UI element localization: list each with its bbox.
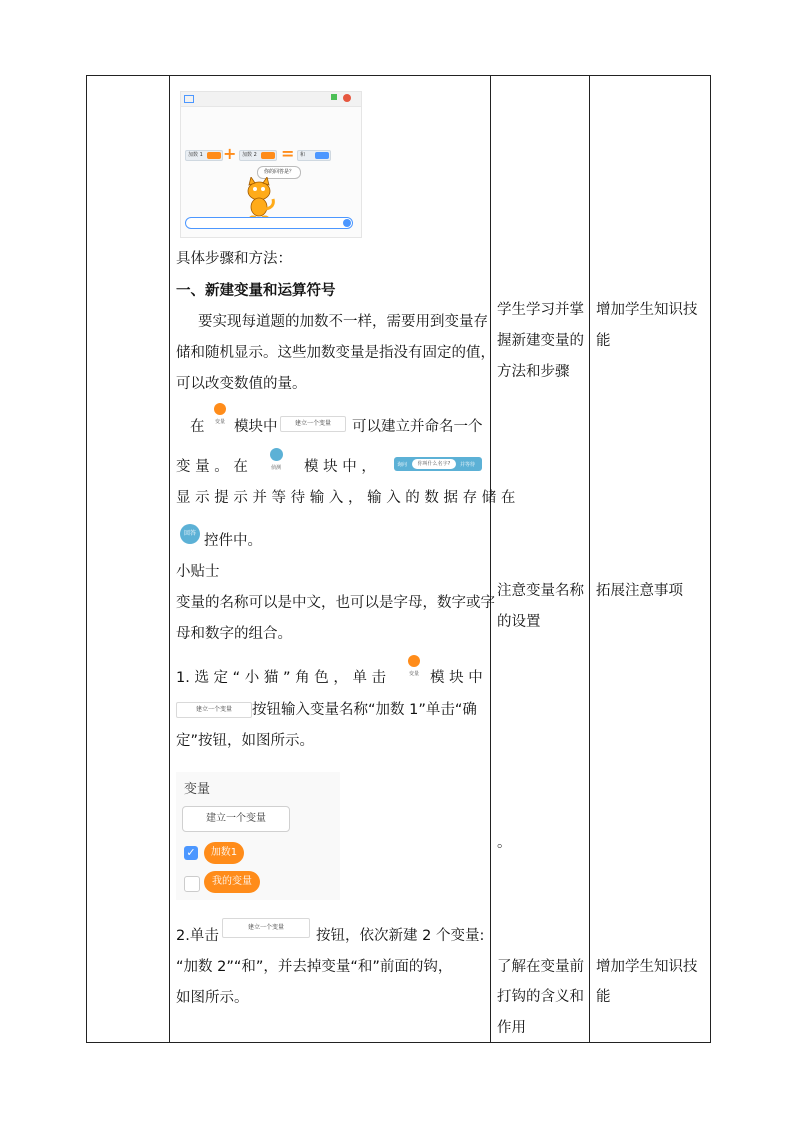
palette-make-variable-button[interactable]: 建立一个变量 (182, 806, 290, 832)
section1-title: 一、新建变量和运算符号 (176, 283, 336, 299)
para2-variable-in: 变 量 。 在 (176, 459, 248, 475)
student-activity-column (491, 76, 590, 1043)
stage-toolbar (181, 92, 361, 107)
var2-checkbox[interactable] (184, 876, 200, 892)
stop-icon (343, 94, 351, 102)
student-row3: 。 (497, 835, 512, 851)
para2-module: 模块中 (234, 419, 278, 435)
variables-category-icon (214, 403, 226, 415)
para2-module2: 模 块 中 ， (304, 459, 376, 475)
make-variable-button-inline-3[interactable]: 建立一个变量 (222, 918, 310, 938)
ask-and-wait-block[interactable] (394, 457, 482, 471)
ask-suffix: 并等待 (460, 462, 476, 468)
var2-pill[interactable]: 我的变量 (204, 871, 260, 893)
intent-row4-l1: 增加学生知识技 (596, 959, 698, 975)
blank-column (87, 76, 170, 1043)
step1-module: 模 块 中 (430, 670, 483, 686)
sensing-category-icon (270, 448, 283, 461)
sensing-category-label: 侦测 (270, 465, 281, 471)
step2-line1-b: 按钮，依次新建 2 个变量: (316, 928, 485, 944)
make-variable-button-inline-2[interactable]: 建立一个变量 (176, 702, 252, 718)
step2-line3: 如图所示。 (176, 990, 249, 1006)
answer-input-bar[interactable] (185, 217, 353, 229)
speech-bubble: 你的回答是？ (257, 166, 301, 179)
step1-line2: 按钮输入变量名称“加数 1”单击“确 (252, 702, 477, 718)
intent-row2: 拓展注意事项 (596, 583, 683, 599)
check-icon[interactable] (343, 219, 351, 227)
fullscreen-icon (184, 95, 194, 103)
para2-in: 在 (190, 419, 205, 435)
tip-line2: 母和数字的组合。 (176, 626, 292, 642)
para1-line1: 要实现每道题的加数不一样，需要用到变量存 (198, 314, 488, 330)
make-variable-button-inline[interactable]: 建立一个变量 (280, 416, 346, 432)
scratch-stage-screenshot (180, 91, 362, 238)
lesson-table (86, 75, 711, 1043)
student-row2-l1: 注意变量名称 (497, 583, 584, 599)
para1-line2: 储和随机显示。这些加数变量是指没有固定的值， (176, 345, 495, 361)
step1-line1: 1. 选 定 “ 小 猫 ” 角 色 ， 单 击 (176, 670, 387, 686)
step2-line1-a: 2.单击 (176, 928, 219, 944)
palette-title: 变量 (184, 782, 211, 797)
design-intent-column (590, 76, 711, 1043)
green-flag-icon (331, 94, 337, 100)
student-row4-l3: 作用 (497, 1020, 526, 1036)
intent-row1-l2: 能 (596, 333, 611, 349)
para2-control: 控件中。 (204, 533, 262, 549)
student-row2-l2: 的设置 (497, 614, 541, 630)
equals-sign: = (281, 144, 295, 163)
para1-line3: 可以改变数值的量。 (176, 376, 307, 392)
scratch-cat-icon (239, 177, 279, 222)
variables-category-icon-2 (408, 655, 420, 667)
para2-can-create: 可以建立并命名一个 (352, 419, 483, 435)
intent-row4-l2: 能 (596, 989, 611, 1005)
intent-row1-l1: 增加学生知识技 (596, 302, 698, 318)
variables-category-label-2: 变量 (408, 671, 419, 677)
student-row4-l1: 了解在变量前 (497, 959, 584, 975)
ask-question[interactable]: 你叫什么名字? (412, 459, 456, 469)
sum-value (315, 152, 329, 159)
var1-pill[interactable]: 加数1 (204, 842, 244, 864)
addend1-monitor: 加数 1 (185, 150, 223, 161)
para2-display-prompt: 显 示 提 示 并 等 待 输 入 ， 输 入 的 数 据 存 储 在 (176, 490, 516, 506)
addend2-value (261, 152, 275, 159)
plus-sign: + (223, 144, 237, 163)
var1-checkbox[interactable]: ✓ (184, 846, 198, 860)
variables-category-label: 变量 (214, 419, 225, 425)
student-row1-l3: 方法和步骤 (497, 364, 570, 380)
variable-palette-screenshot (176, 772, 340, 900)
sum-monitor: 和 (297, 150, 331, 161)
tip-line1: 变量的名称可以是中文，也可以是字母，数字或字 (176, 595, 495, 611)
student-row4-l2: 打钩的含义和 (497, 989, 584, 1005)
step1-line3: 定”按钮，如图所示。 (176, 733, 315, 749)
addend1-value (207, 152, 221, 159)
student-row1-l1: 学生学习并掌 (497, 302, 584, 318)
ask-prefix: 询问 (397, 462, 408, 468)
addend2-monitor: 加数 2 (239, 150, 277, 161)
step2-line2: “加数 2”“和”，并去掉变量“和”前面的钩， (176, 959, 453, 975)
answer-reporter-icon: 回答 (180, 524, 200, 544)
student-row1-l2: 握新建变量的 (497, 333, 584, 349)
tip-heading: 小贴士 (176, 564, 220, 580)
steps-heading: 具体步骤和方法： (176, 251, 292, 267)
